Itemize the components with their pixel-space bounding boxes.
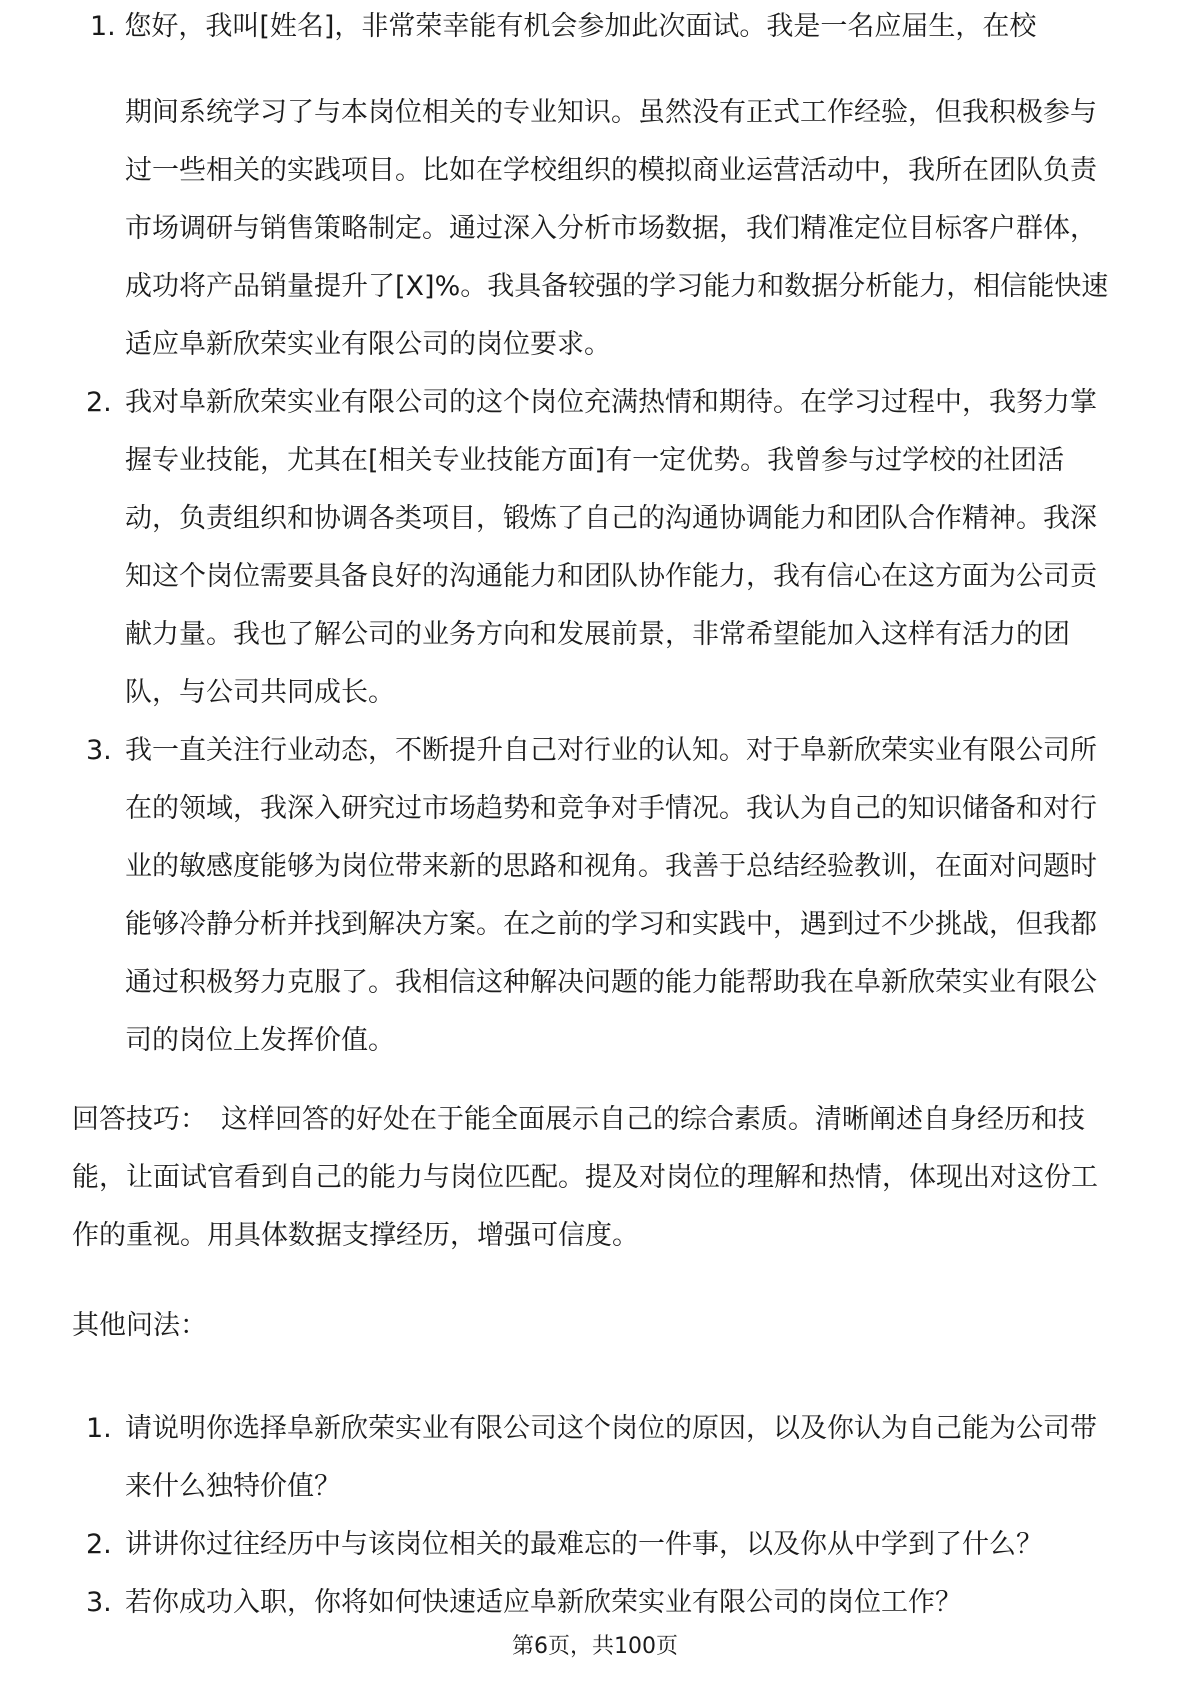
tips-text: 这样回答的好处在于能全面展示自己的综合素质。清晰阐述自身经历和技能，让面试官看到自己的能力与岗位匹配。提及对岗位的理解和热情，体现出对这份工作的重视。用具体数据支撑经历，增强可信度。: [72, 1104, 1098, 1251]
other-question-number-2: 2.: [86, 1529, 112, 1560]
other-questions-title: 其他问法：: [72, 1310, 207, 1341]
page-footer: 第6页，共100页: [512, 1634, 678, 1659]
answer-number-2: 2.: [86, 387, 112, 418]
partial-first-line-text: 1. 您好，我叫[姓名]，非常荣幸能有机会参加此次面试。我是一名应届生，在校: [90, 11, 1037, 42]
other-question-number-3: 3.: [86, 1587, 112, 1618]
answer-tips: [72, 1091, 1112, 1265]
other-question-text-1: 请说明你选择阜新欣荣实业有限公司这个岗位的原因，以及你认为自己能为公司带来什么独特价值？: [125, 1413, 1097, 1502]
other-question-item-1: [0, 1400, 1190, 1516]
other-question-number-1: 1.: [86, 1413, 112, 1444]
answer-text-3: 我一直关注行业动态，不断提升自己对行业的认知。对于阜新欣荣实业有限公司所在的领域，我深入研究过市场趋势和竞争对手情况。我认为自己的知识储备和对行业的敏感度能够为岗位带来新的思路和视角。我善于总结经验教训，在面对问题时能够冷静分析并找到解决方案。在之前的学习和实践中，遇到过不少挑战，但我都通过积极努力克服了。我相信这种解决问题的能力能帮助我在阜新欣荣实业有限公司的岗位上发挥价值。: [125, 735, 1097, 1056]
answer-item-2: [0, 374, 1190, 722]
other-question-item-2: [0, 1516, 1190, 1574]
other-questions-list: [0, 1400, 1190, 1632]
answer-text-1: 期间系统学习了与本岗位相关的专业知识。虽然没有正式工作经验，但我积极参与过一些相关的实践项目。比如在学校组织的模拟商业运营活动中，我所在团队负责市场调研与销售策略制定。通过深入分析市场数据，我们精准定位目标客户群体，成功将产品销量提升了[X]%。我具备较强的学习能力和数据分析能力，相信能快速适应阜新欣荣实业有限公司的岗位要求。: [125, 97, 1109, 360]
answer-text-2: 我对阜新欣荣实业有限公司的这个岗位充满热情和期待。在学习过程中，我努力掌握专业技能，尤其在[相关专业技能方面]有一定优势。我曾参与过学校的社团活动，负责组织和协调各类项目，锻炼了自己的沟通协调能力和团队合作精神。我深知这个岗位需要具备良好的沟通能力和团队协作能力，我有信心在这方面为公司贡献力量。我也了解公司的业务方向和发展前景，非常希望能加入这样有活力的团队，与公司共同成长。: [125, 387, 1097, 708]
answer-item-3: [0, 722, 1190, 1070]
other-question-text-2: 讲讲你过往经历中与该岗位相关的最难忘的一件事，以及你从中学到了什么？: [125, 1529, 1043, 1560]
partial-first-line: [90, 11, 1130, 70]
tips-label: 回答技巧：: [72, 1104, 207, 1135]
answer-list: [0, 84, 1190, 1070]
answer-item-1: [0, 84, 1190, 374]
other-question-text-3: 若你成功入职，你将如何快速适应阜新欣荣实业有限公司的岗位工作？: [125, 1587, 962, 1618]
answer-number-3: 3.: [86, 735, 112, 766]
other-question-item-3: [0, 1574, 1190, 1632]
